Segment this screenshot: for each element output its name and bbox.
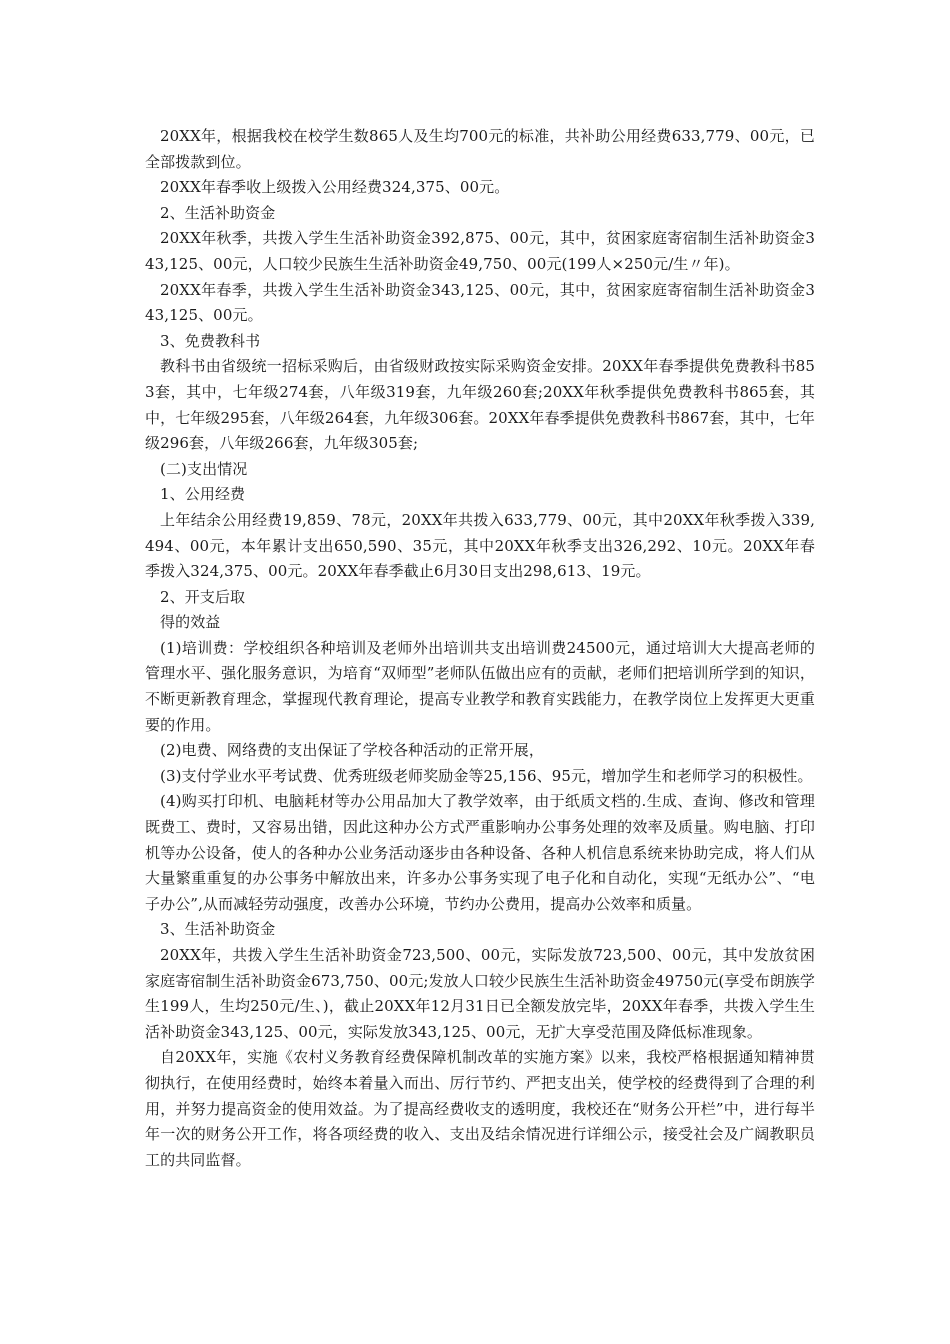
section-heading: 1、公用经费 — [160, 485, 246, 504]
paragraph: (2)电费、网络费的支出保证了学校各种活动的正常开展， — [160, 741, 544, 760]
section-heading: 2、开支后取 — [160, 587, 246, 606]
section-heading: 3、免费教科书 — [160, 331, 261, 350]
paragraph: 自20XX年，实施《农村义务教育经费保障机制改革的实施方案》以来，我校严格根据通知精神贯彻执行，在使用经费时，始终本着量入而出、厉行节约、严把支出关，使学校的经费得到了合理的利用，并努力提高资金的使用效益。为了提高经费收支的透明度，我校还在“财务公开栏”中，进行每半年一次的财务公开工作，将各项经费的收入、支出及结余情况进行详细公示，接受社会及广阔教职员工的共同监督。 — [145, 1048, 815, 1169]
paragraph: (3)支付学业水平考试费、优秀班级老师奖励金等25,156、95元，增加学生和老师学习的积极性。 — [160, 766, 813, 785]
paragraph: (1)培训费：学校组织各种培训及老师外出培训共支出培训费24500元，通过培训大大提高老师的管理水平、强化服务意识，为培育“双师型”老师队伍做出应有的贡献，老师们把培训所学到的知识，不断更新教育理念，掌握现代教育理论，提高专业教学和教育实践能力，在教学岗位上发挥更大更重要的作用。 — [145, 638, 815, 734]
paragraph: 20XX年，根据我校在校学生数865人及生均700元的标准，共补助公用经费633,779、00元，已全部拨款到位。 — [145, 127, 815, 171]
paragraph: 教科书由省级统一招标采购后，由省级财政按实际采购资金安排。20XX年春季提供免费教科书853套，其中，七年级274套，八年级319套，九年级260套;20XX年秋季提供免费教科书865套，其中，七年级295套，八年级264套，九年级306套。20XX年春季提供免费教科书867套，其中，七年级296套，八年级266套，九年级305套; — [145, 357, 815, 453]
paragraph: 上年结余公用经费19,859、78元，20XX年共拨入633,779、00元，其中20XX年秋季拨入339,494、00元，本年累计支出650,590、35元，其中20XX年秋季支出326,292、10元。20XX年春季拨入324,375、00元。20XX年春季截止6月30日支出298,613、19元。 — [145, 510, 815, 581]
paragraph: 20XX年春季收上级拨入公用经费324,375、00元。 — [160, 178, 510, 197]
paragraph: 20XX年秋季，共拨入学生生活补助资金392,875、00元，其中，贫困家庭寄宿制生活补助资金343,125、00元，人口较少民族生生活补助资金49,750、00元(199人×250元/生〃年)。 — [145, 229, 815, 273]
section-heading: 3、生活补助资金 — [160, 920, 276, 939]
paragraph: 20XX年春季，共拨入学生生活补助资金343,125、00元，其中，贫困家庭寄宿制生活补助资金343,125、00元。 — [145, 280, 815, 325]
document-body — [145, 124, 815, 1173]
section-heading: (二)支出情况 — [160, 459, 248, 478]
paragraph: 20XX年，共拨入学生生活补助资金723,500、00元，实际发放723,500、00元，其中发放贫困家庭寄宿制生活补助资金673,750、00元;发放人口较少民族生生活补助资金49750元(享受布朗族学生199人，生均250元/生、)，截止20XX年12月31日已全额发放完毕，20XX年春季，共拨入学生生活补助资金343,125、00元，实际发放343,125、00元，无扩大享受范围及降低标准现象。 — [145, 946, 815, 1041]
paragraph: (4)购买打印机、电脑耗材等办公用品加大了教学效率，由于纸质文档的.生成、查询、修改和管理既费工、费时，又容易出错，因此这种办公方式严重影响办公事务处理的效率及质量。购电脑、打印机等办公设备，使人的各种办公业务活动逐步由各种设备、各种人机信息系统来协助完成，将人们从大量繁重重复的办公事务中解放出来，许多办公事务实现了电子化和自动化，实现“无纸办公”、“电子办公”,从而减轻劳动强度，改善办公环境，节约办公费用，提高办公效率和质量。 — [145, 792, 815, 913]
section-heading: 2、生活补助资金 — [160, 203, 276, 222]
section-heading: 得的效益 — [160, 613, 221, 632]
